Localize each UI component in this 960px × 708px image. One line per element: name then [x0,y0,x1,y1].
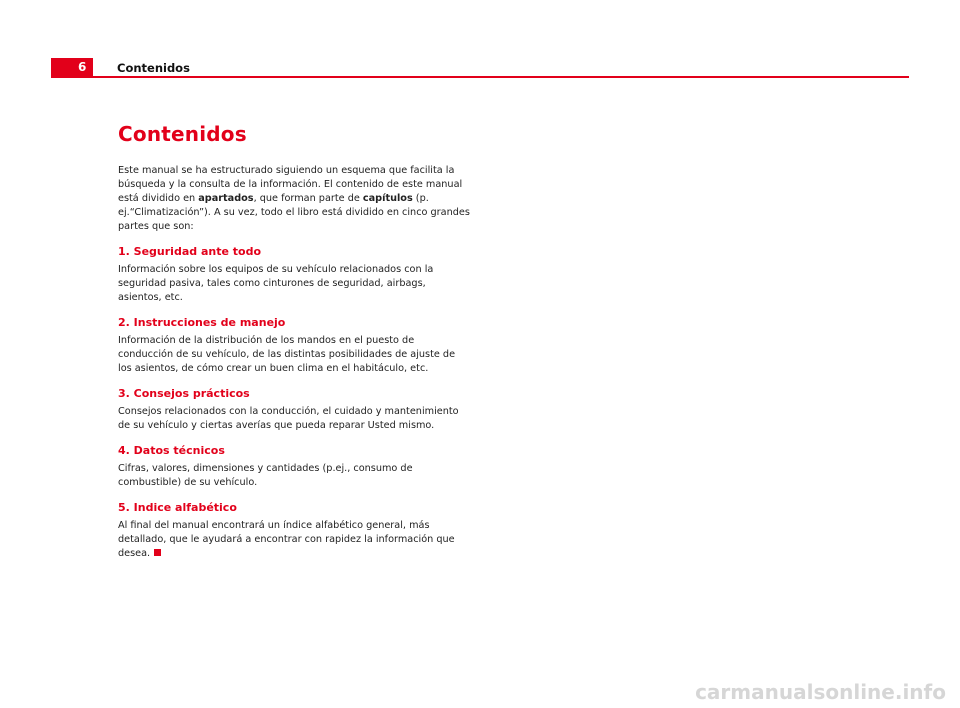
section-text-instrucciones: Información de la distribución de los mandos en el puesto de conducción de su vehículo, de las distintas posibilidades de ajuste de los asientos, de cómo crear un buen clima en el habitáculo, etc. [118,335,456,374]
section-heading-seguridad: 1. Seguridad ante todo [118,245,261,258]
page-header [51,58,909,78]
page-number: 6 [78,60,87,74]
end-of-section-square-icon [154,549,161,556]
section-heading-instrucciones: 2. Instrucciones de manejo [118,316,286,329]
section-text-indice-paragraph [118,519,470,561]
section-text-datos: Cifras, valores, dimensiones y cantidades (p.ej., consumo de combustible) de su vehículo. [118,463,413,488]
intro-paragraph [118,164,470,234]
page-number-box [51,58,93,78]
intro-text-3: (p. ej.“Climatización”). A su vez, todo el libro está dividido en cinco grandes partes que son: [118,193,470,232]
watermark: carmanualsonline.info [695,680,946,704]
intro-bold-capitulos: capítulos [362,193,413,204]
intro-text-2: , que forman parte de [253,193,363,204]
header-title: Contenidos [117,61,190,75]
section-text-indice: Al final del manual encontrará un índice alfabético general, más detallado, que le ayudará a encontrar con rapidez la información que desea. [118,520,455,559]
section-heading-consejos: 3. Consejos prácticos [118,387,250,400]
intro-bold-apartados: apartados [198,193,254,204]
section-heading-indice: 5. Indice alfabético [118,501,237,514]
section-heading-datos: 4. Datos técnicos [118,444,225,457]
section-text-seguridad: Información sobre los equipos de su vehículo relacionados con la seguridad pasiva, tales como cinturones de seguridad, airbags, asientos, etc. [118,264,434,303]
main-content [118,120,470,561]
page-title: Contenidos [118,122,247,146]
header-rule [51,76,909,78]
intro-text-1: Este manual se ha estructurado siguiendo un esquema que facilita la búsqueda y la consulta de la información. El contenido de este manual está dividido en [118,165,463,204]
section-text-consejos: Consejos relacionados con la conducción, el cuidado y mantenimiento de su vehículo y ciertas averías que pueda reparar Usted mismo. [118,406,459,431]
